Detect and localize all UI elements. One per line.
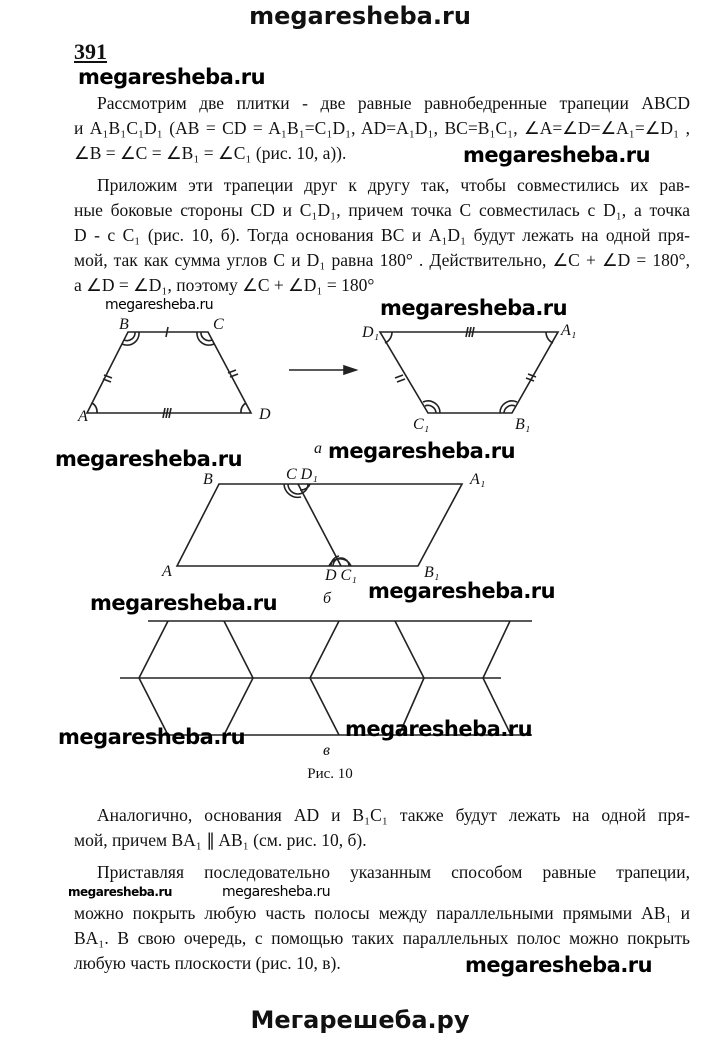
text-line: а ∠D = ∠D₁, поэтому ∠C + ∠D₁ = 180° <box>74 275 375 295</box>
text-line: любую часть плоскости (рис. 10, в). <box>74 953 341 973</box>
label-d1: D₁ <box>362 324 380 341</box>
watermark: megaresheba.ru <box>345 717 533 741</box>
label-c: C <box>213 316 224 333</box>
label-d: D <box>259 406 271 423</box>
site-header[interactable]: megaresheba.ru <box>249 2 471 30</box>
label-a: A <box>162 563 172 580</box>
watermark: megaresheba.ru <box>90 591 278 615</box>
text-line: мой, причем BA₁ ∥ AB₁ (см. рис. 10, б). <box>74 830 367 850</box>
label-b: B <box>119 316 129 333</box>
watermark: megaresheba.ru <box>78 65 266 89</box>
watermark: megaresheba.ru <box>368 579 556 603</box>
sublabel-b: б <box>323 590 332 607</box>
text-line: можно покрыть любую часть полосы между параллельными прямыми AB₁ и <box>74 903 690 923</box>
watermark: megaresheba.ru <box>58 725 246 749</box>
watermark: megaresheba.ru <box>55 447 243 471</box>
text-line: ные боковые стороны CD и C₁D₁, причем точка C совместилась с D₁, а точка <box>74 200 690 220</box>
label-a1: A₁ <box>470 471 486 488</box>
text-line: D - с C₁ (рис. 10, б). Тогда основания BC и A₁D₁ будут лежать на одной пря- <box>74 225 690 245</box>
watermark: megaresheba.ru <box>463 143 651 167</box>
label-d-c1: D C₁ <box>325 567 357 584</box>
watermark: megaresheba.ru <box>68 885 172 899</box>
text-line: и A₁B₁C₁D₁ (AB = CD = A₁B₁=C₁D₁, AD=A₁D₁, BC=B₁C₁, ∠A=∠D=∠A₁=∠D₁ , <box>74 118 690 138</box>
text-line: ∠B = ∠C = ∠B₁ = ∠C₁ (рис. 10, а)). <box>74 143 347 163</box>
text-line: Приложим эти трапеции друг к другу так, чтобы совместились их рав- <box>97 175 690 195</box>
site-footer[interactable]: Мегарешеба.ру <box>250 1006 470 1034</box>
watermark: megaresheba.ru <box>222 884 331 900</box>
sublabel-a: a <box>314 440 322 457</box>
figure-caption: Рис. 10 <box>307 766 353 782</box>
watermark: megaresheba.ru <box>105 297 214 313</box>
watermark: megaresheba.ru <box>328 439 516 463</box>
label-c-d1: C D₁ <box>286 466 318 483</box>
label-b: B <box>203 471 213 488</box>
problem-number: 391 <box>74 39 107 64</box>
text-line: Приставляя последовательно указанным способом равные трапеции, <box>97 862 690 882</box>
label-b1: B₁ <box>515 416 531 433</box>
arrow-head-icon <box>344 366 356 374</box>
trapezoid-abcd <box>87 332 251 413</box>
watermark: megaresheba.ru <box>465 953 653 977</box>
trapezoid-a1b1c1d1 <box>380 332 558 413</box>
text-line: BA₁. В свою очередь, с помощью таких параллельных полос можно покрыть <box>74 928 690 948</box>
text-line: Аналогично, основания AD и B₁C₁ также будут лежать на одной пря- <box>97 805 690 825</box>
label-b1: B₁ <box>424 564 440 581</box>
watermark: megaresheba.ru <box>380 296 568 320</box>
text-line: Рассмотрим две плитки - две равные равнобедренные трапеции ABCD <box>97 93 690 113</box>
sublabel-v: в <box>323 742 330 759</box>
label-a: A <box>78 408 88 425</box>
text-line: мой, так как сумма углов C и D₁ равна 180° . Действительно, ∠C + ∠D = 180°, <box>74 250 690 270</box>
label-a1: A₁ <box>561 322 577 339</box>
label-c1: C₁ <box>413 416 430 433</box>
